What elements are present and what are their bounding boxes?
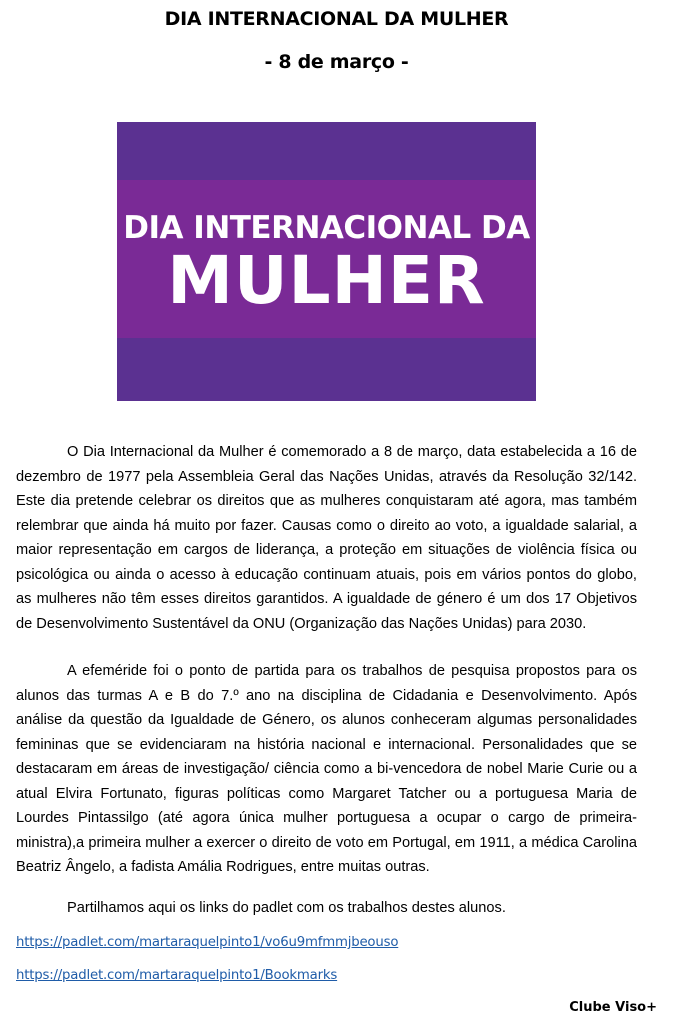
page-subtitle: - 8 de março - [264, 51, 409, 73]
page-title: DIA INTERNACIONAL DA MULHER [164, 8, 509, 30]
paragraph-links-intro: Partilhamos aqui os links do padlet com os trabalhos destes alunos. [67, 900, 506, 916]
padlet-link-2[interactable]: https://padlet.com/martaraquelpinto1/Bookmarks [16, 968, 338, 983]
paragraph-project: A efeméride foi o ponto de partida para os trabalhos de pesquisa propostos para os alunos das turmas A e B do 7.º ano na disciplina de Cidadania e Desenvolvimento. Após análise da questão da Igualdade de Género, os alunos conheceram algumas personalidades femininas que se evidenciaram na história nacional e internacional. Personalidades que se destacaram em áreas de investigação/ ciência como a bi-vencedora de nobel Marie Curie ou a atual Elvira Fortunato, figuras políticas como Margaret Tatcher ou a portuguesa Maria de Lourdes Pintassilgo (até agora única mulher portuguesa a ocupar o cargo de primeira-ministra),a primeira mulher a exercer o direito de voto em Portugal, em 1911, a médica Carolina Beatriz Ângelo, a fadista Amália Rodrigues, entre muitas outras. [16, 663, 637, 875]
paragraph-intro: O Dia Internacional da Mulher é comemorado a 8 de março, data estabelecida a 16 de dezembro de 1977 pela Assembleia Geral das Nações Unidas, através da Resolução 32/142. Este dia pretende celebrar os direitos que as mulheres conquistaram até agora, mas também relembrar que ainda há muito por fazer. Causas como o direito ao voto, a igualdade salarial, a maior representação em cargos de liderança, a proteção em situações de violência física ou psicológica ou ainda o acesso à educação continuam atuais, pois em vários pontos do globo, as mulheres não têm esses direitos garantidos. A igualdade de género é um dos 17 Objetivos de Desenvolvimento Sustentável da ONU (Organização das Nações Unidas) para 2030. [16, 444, 637, 632]
banner-line-2: MULHER [167, 242, 486, 319]
padlet-link-1[interactable]: https://padlet.com/martaraquelpinto1/vo6u9mfmmjbeouso [16, 935, 399, 950]
signature-club-viso: Clube Viso+ [569, 1000, 657, 1015]
banner-line-1: DIA INTERNACIONAL DA [123, 210, 530, 246]
dia-mulher-banner-image [117, 122, 536, 401]
